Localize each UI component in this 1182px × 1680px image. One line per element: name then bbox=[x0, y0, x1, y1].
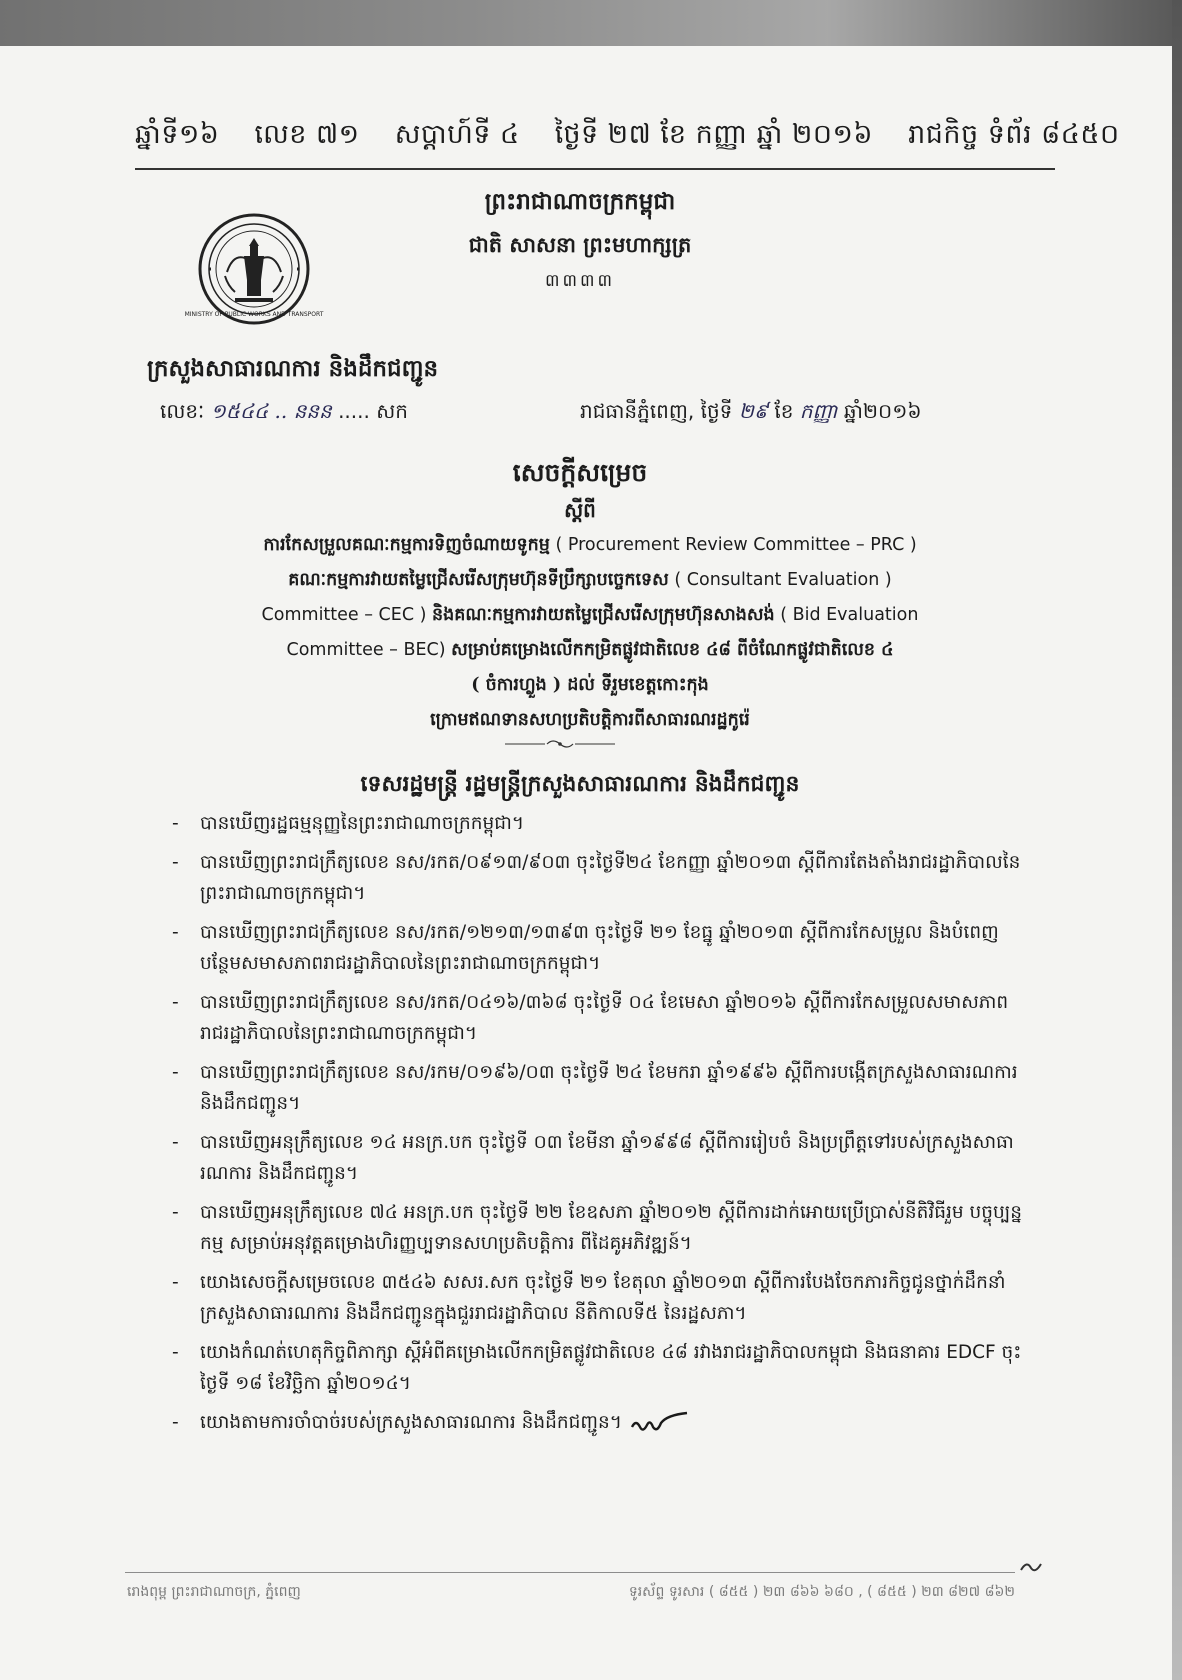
date-month-prefix: ខែ bbox=[774, 399, 794, 423]
item-dash: - bbox=[172, 851, 179, 873]
item-dash: - bbox=[172, 921, 179, 943]
minister-line: ទេសរដ្ឋមន្ត្រី រដ្ឋមន្ត្រីក្រសួងសាធារណការ និងដឹកជញ្ជូន bbox=[360, 771, 800, 797]
subject-line bbox=[150, 563, 1030, 598]
reference-prefix: លេខៈ bbox=[160, 399, 205, 423]
header-divider bbox=[135, 168, 1055, 170]
consideration-item bbox=[168, 808, 1028, 840]
initials-signature-icon bbox=[628, 1411, 692, 1435]
subject-khmer-text: សម្រាប់គម្រោងលើកកម្រិតផ្លូវជាតិលេខ ៤៨ ពីចំណែកផ្លូវជាតិលេខ ៤ bbox=[451, 640, 894, 660]
ministry-seal-icon bbox=[184, 212, 324, 326]
subject-line bbox=[150, 598, 1030, 633]
date-prefix: រាជធានីភ្នំពេញ, ថ្ងៃទី bbox=[580, 399, 733, 423]
header-date: ថ្ងៃទី ២៧ ខែ កញ្ញា ឆ្នាំ ២០១៦ bbox=[554, 119, 873, 150]
decision-title: សេចក្តីសម្រេច bbox=[512, 458, 648, 487]
consideration-item bbox=[168, 917, 1028, 980]
footer-divider bbox=[125, 1572, 1015, 1573]
consideration-item bbox=[168, 1197, 1028, 1260]
subject-english-text: ( Bid Evaluation bbox=[774, 605, 919, 625]
subject-khmer-text: និងគណៈកម្មការវាយតម្លៃជ្រើសរើសក្រុមហ៊ុនសាងសង់ bbox=[432, 605, 775, 625]
date-year: ឆ្នាំ២០១៦ bbox=[843, 399, 922, 423]
subject-khmer-text: គណៈកម្មការវាយតម្លៃជ្រើសរើសក្រុមហ៊ុនទីប្រឹក្សាបច្ចេកទេស bbox=[288, 570, 669, 590]
item-text: បានឃើញព្រះរាជក្រឹត្យលេខ នស/រកត/០៤១៦/៣៦៨ ចុះថ្ងៃទី ០៤ ខែមេសា ឆ្នាំ២០១៦ ស្តីពីការកែសម្រួលសមាសភាពរាជរដ្ឋាភិបាលនៃព្រះរាជាណាចក្រកម្ពុជា។ bbox=[200, 991, 1009, 1044]
subject-english-text: Committee – BEC) bbox=[286, 640, 452, 660]
header-issue: លេខ ៧១ bbox=[254, 119, 360, 150]
footer-contact: ទូរស័ព្ទ ទូរសារ ( ៨៥៥ ) ២៣ ៨៦៦ ៦៨០ , ( ៨៥៥ ) ២៣ ៨២៧ ៨៦២ bbox=[628, 1584, 1015, 1600]
consideration-item bbox=[168, 987, 1028, 1050]
reference-number bbox=[160, 398, 408, 428]
item-text: បានឃើញព្រះរាជក្រឹត្យលេខ នស/រកត/១២១៣/១៣៩៣ ចុះថ្ងៃទី ២១ ខែធ្នូ ឆ្នាំ២០១៣ ស្តីពីការកែសម្រួល និងបំពេញបន្ថែមសមាសភាពរាជរដ្ឋាភិបាលនៃព្រះរាជាណាចក្រកម្ពុជា។ bbox=[200, 921, 999, 974]
item-text: បានឃើញព្រះរាជក្រឹត្យលេខ នស/រកត/០៩១៣/៩០៣ ចុះថ្ងៃទី២៤ ខែកញ្ញា ឆ្នាំ២០១៣ ស្តីពីការតែងតាំងរាជរដ្ឋាភិបាលនៃព្រះរាជាណាចក្រកម្ពុជា។ bbox=[200, 851, 1021, 904]
subject-line bbox=[150, 703, 1030, 738]
subject-english-text: ( Procurement Review Committee – PRC ) bbox=[549, 535, 917, 555]
issue-date bbox=[580, 398, 922, 428]
footer-printer: រោងពុម្ព ព្រះរាជាណាចក្រ, ភ្នំពេញ bbox=[127, 1584, 301, 1600]
subject-line bbox=[150, 528, 1030, 563]
item-dash: - bbox=[172, 991, 179, 1013]
page-mark-icon bbox=[1018, 1556, 1044, 1576]
gazette-header bbox=[135, 118, 1120, 157]
subject-english-text: Committee – CEC ) bbox=[261, 605, 433, 625]
item-dash: - bbox=[172, 1061, 179, 1083]
kingdom-name: ព្រះរាជាណាចក្រកម្ពុជា bbox=[484, 188, 676, 215]
subject-english-text: ( Consultant Evaluation ) bbox=[668, 570, 892, 590]
consideration-item bbox=[168, 1407, 1028, 1439]
consideration-item bbox=[168, 847, 1028, 910]
item-text: បានឃើញអនុក្រឹត្យលេខ ៧៤ អនក្រ.បក ចុះថ្ងៃទី ២២ ខែឧសភា ឆ្នាំ២០១២ ស្តីពីការដាក់អោយប្រើប្រាស់នីតិវិធីរួម បច្ចុប្បន្នកម្ម សម្រាប់អនុវត្តគម្រោងហិរញ្ញប្បទានសហប្រតិបត្តិការ ពីដៃគូអភិវឌ្ឍន៍។ bbox=[200, 1201, 1023, 1254]
consideration-item bbox=[168, 1057, 1028, 1120]
item-text: បានឃើញអនុក្រឹត្យលេខ ១៤ អនក្រ.បក ចុះថ្ងៃទី ០៣ ខែមីនា ឆ្នាំ១៩៩៨ ស្តីពីការរៀបចំ និងប្រព្រឹត្តទៅរបស់ក្រសួងសាធារណការ និងដឹកជញ្ជូន។ bbox=[200, 1131, 1014, 1184]
divider-ornament-icon bbox=[505, 738, 615, 750]
date-day: ២៩ bbox=[738, 399, 769, 423]
item-dash: - bbox=[172, 1201, 179, 1223]
item-text: បានឃើញព្រះរាជក្រឹត្យលេខ នស/រកម/០១៩៦/០៣ ចុះថ្ងៃទី ២៤ ខែមករា ឆ្នាំ១៩៩៦ ស្តីពីការបង្កើតក្រសួងសាធារណការ និងដឹកជញ្ជូន។ bbox=[200, 1061, 1018, 1114]
seal-caption: MINISTRY OF PUBLIC WORKS AND TRANSPORT bbox=[184, 311, 324, 318]
date-month: កញ្ញា bbox=[799, 399, 838, 423]
subject-line bbox=[150, 668, 1030, 703]
item-text: យោងកំណត់ហេតុកិច្ចពិភាក្សា ស្តីអំពីគម្រោងលើកកម្រិតផ្លូវជាតិលេខ ៤៨ រវាងរាជរដ្ឋាភិបាលកម្ពុជា និងធនាគារ EDCF ចុះថ្ងៃទី ១៨ ខែវិច្ឆិកា ឆ្នាំ២០១៤។ bbox=[200, 1341, 1022, 1394]
header-gazette-page: រាជកិច្ច ទំព័រ ៨៤៥០ bbox=[908, 119, 1120, 150]
kingdom-motto: ជាតិ សាសនា ព្រះមហាក្សត្រ bbox=[468, 232, 692, 257]
subject-line bbox=[150, 633, 1030, 668]
reference-suffix: ..... សក bbox=[338, 399, 408, 423]
consideration-item bbox=[168, 1337, 1028, 1400]
header-year: ឆ្នាំទី១៦ bbox=[135, 119, 220, 150]
item-dash: - bbox=[172, 813, 179, 834]
consideration-item bbox=[168, 1127, 1028, 1190]
subject-khmer-text: ការកែសម្រួលគណៈកម្មការទិញចំណាយទូកម្ម bbox=[263, 535, 550, 555]
item-text: យោងតាមការចាំបាច់របស់ក្រសួងសាធារណការ និងដឹកជញ្ជូន។ bbox=[200, 1411, 622, 1433]
item-text: បានឃើញរដ្ឋធម្មនុញ្ញនៃព្រះរាជាណាចក្រកម្ពុជា។ bbox=[200, 813, 525, 834]
item-text: យោងសេចក្តីសម្រេចលេខ ៣៥៤៦ សសរ.សក ចុះថ្ងៃទី ២១ ខែតុលា ឆ្នាំ២០១៣ ស្តីពីការបែងចែកភារកិច្ចជូនថ្នាក់ដឹកនាំ ក្រសួងសាធារណការ និងដឹកជញ្ជូនក្នុងជួររាជរដ្ឋាភិបាល នីតិកាលទី៥ នៃរដ្ឋសភា។ bbox=[200, 1271, 1006, 1324]
ministry-name: ក្រសួងសាធារណការ និងដឹកជញ្ជូន bbox=[147, 355, 439, 382]
decision-about: ស្តីពី bbox=[564, 498, 596, 522]
reference-handwritten: ១៥៤៤ .. ននន bbox=[210, 399, 332, 423]
decision-subject bbox=[150, 528, 1030, 738]
item-dash: - bbox=[172, 1411, 179, 1433]
item-dash: - bbox=[172, 1271, 179, 1293]
kingdom-ornament: ៣៣៣៣ bbox=[544, 271, 616, 291]
item-dash: - bbox=[172, 1341, 179, 1363]
subject-khmer-text: ក្រោមឥណទានសហប្រតិបត្តិការពីសាធារណរដ្ឋកូរ៉េ bbox=[430, 710, 750, 730]
header-week: សប្តាហ៍ទី ៤ bbox=[394, 119, 520, 150]
subject-khmer-text: ( ចំការហ្លួង ) ដល់ ទីរួមខេត្តកោះកុង bbox=[471, 675, 709, 695]
considerations-list bbox=[168, 808, 1028, 1445]
consideration-item bbox=[168, 1267, 1028, 1330]
item-dash: - bbox=[172, 1131, 179, 1153]
